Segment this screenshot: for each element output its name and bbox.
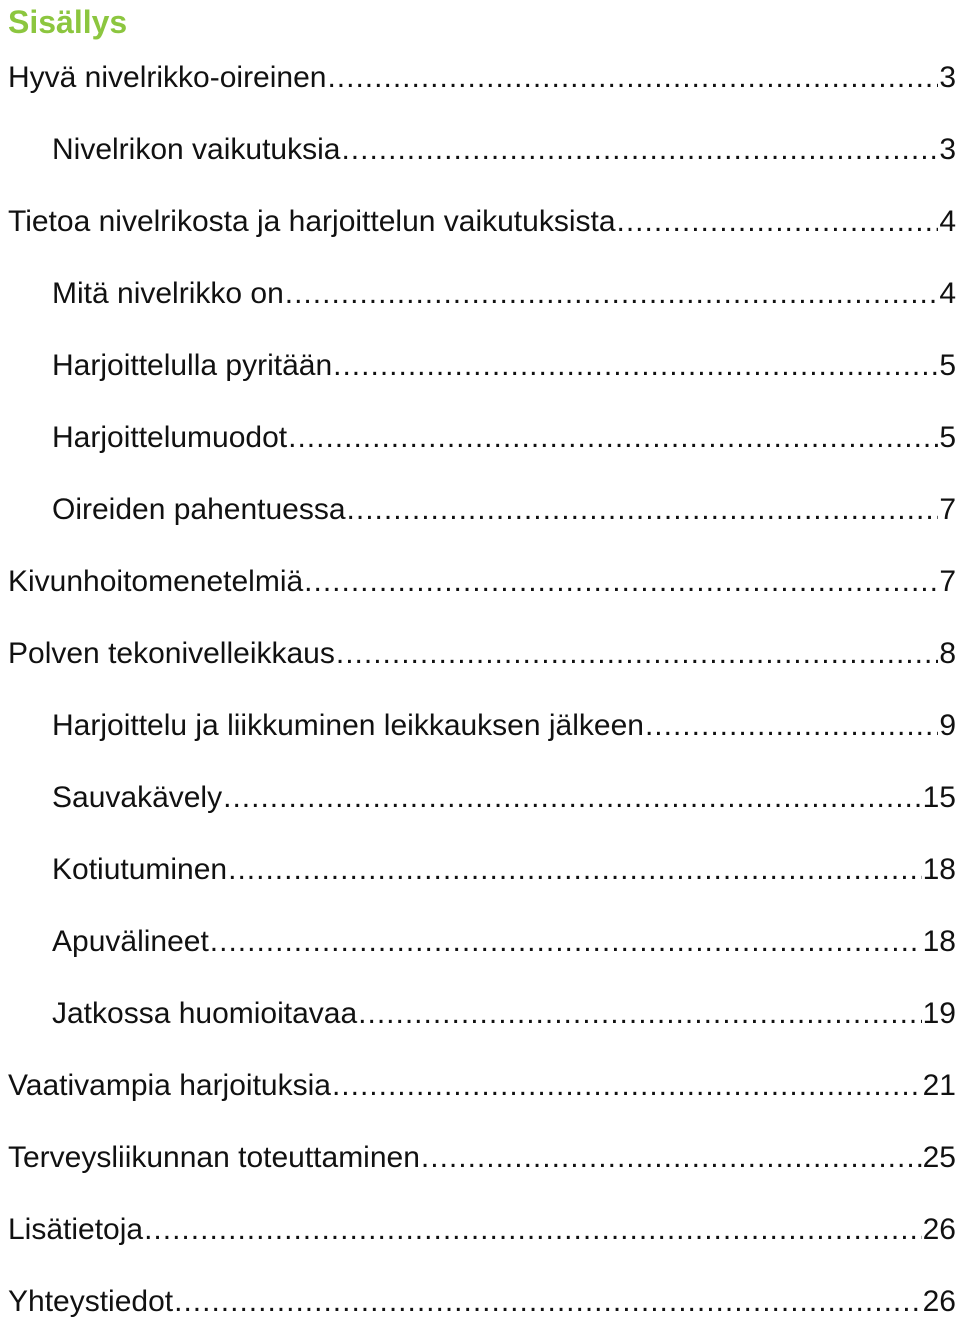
toc-leader-dots [327,54,938,102]
toc-leader-dots [210,918,922,966]
toc-entry[interactable] [8,630,956,678]
toc-entry[interactable] [8,1278,956,1326]
toc-entry[interactable] [52,342,956,390]
toc-entry-title: Lisätietoja [8,1213,144,1246]
toc-entry-title: Harjoittelu ja liikkuminen leikkauksen jälkeen [52,709,644,742]
toc-entry-page-number: 26 [922,1285,956,1318]
toc-entry[interactable] [8,54,956,102]
toc-entry-title: Tietoa nivelrikosta ja harjoittelun vaikutuksista [8,205,616,238]
toc-entry-title: Apuvälineet [52,925,209,958]
toc-entry-title: Mitä nivelrikko on [52,277,284,310]
toc-entry[interactable] [52,846,956,894]
toc-entry[interactable] [52,414,956,462]
toc-entry-page-number: 5 [939,421,956,454]
toc-entry-page-number: 4 [939,205,956,238]
toc-leader-dots [358,990,921,1038]
toc-leader-dots [336,630,938,678]
toc-leader-dots [174,1278,922,1326]
toc-entry-title: Hyvä nivelrikko-oireinen [8,61,327,94]
toc-entry-title: Oireiden pahentuessa [52,493,346,526]
toc-leader-dots [285,270,939,318]
toc-entry-title: Harjoittelulla pyritään [52,349,333,382]
toc-leader-dots [341,126,938,174]
toc-entry[interactable] [52,702,956,750]
toc-entry[interactable] [8,1062,956,1110]
toc-entry-page-number: 18 [922,925,956,958]
toc-leader-dots [144,1206,922,1254]
toc-leader-dots [645,702,938,750]
toc-entry[interactable] [8,558,956,606]
toc-entry[interactable] [8,1206,956,1254]
toc-leader-dots [288,414,938,462]
toc-entry-title: Harjoittelumuodot [52,421,288,454]
toc-leader-dots [617,198,939,246]
toc-leader-dots [332,1062,922,1110]
toc-entry[interactable] [8,1134,956,1182]
toc-entry-page-number: 25 [922,1141,956,1174]
toc-leader-dots [223,774,922,822]
toc-entry-page-number: 19 [922,997,956,1030]
toc-entry[interactable] [52,126,956,174]
toc-entry-page-number: 5 [939,349,956,382]
toc-entry-page-number: 4 [939,277,956,310]
toc-entry-title: Polven tekonivelleikkaus [8,637,335,670]
toc-entry-page-number: 7 [939,493,956,526]
toc-entry-title: Kivunhoitomenetelmiä [8,565,304,598]
toc-entry-title: Vaativampia harjoituksia [8,1069,331,1102]
toc-entry-title: Sauvakävely [52,781,223,814]
toc-entry-title: Nivelrikon vaikutuksia [52,133,341,166]
toc-leader-dots [421,1134,922,1182]
toc-entry[interactable] [52,774,956,822]
toc-leader-dots [304,558,938,606]
toc-entry-page-number: 9 [939,709,956,742]
toc-entry-title: Yhteystiedot [8,1285,174,1318]
toc-entry-page-number: 21 [922,1069,956,1102]
toc-entry-page-number: 8 [939,637,956,670]
toc-entry[interactable] [52,486,956,534]
toc-entry-page-number: 18 [922,853,956,886]
toc-entry-page-number: 15 [922,781,956,814]
toc-entry-title: Kotiutuminen [52,853,228,886]
toc-entry-title: Terveysliikunnan toteuttaminen [8,1141,420,1174]
toc-entry[interactable] [52,270,956,318]
toc-entry-page-number: 3 [939,61,956,94]
toc-entry[interactable] [52,990,956,1038]
toc-entry-page-number: 26 [922,1213,956,1246]
toc-leader-dots [228,846,922,894]
toc-leader-dots [347,486,939,534]
toc-entry[interactable] [52,918,956,966]
toc-entry-title: Jatkossa huomioitavaa [52,997,358,1030]
toc-entry[interactable] [8,198,956,246]
toc-entry-page-number: 7 [939,565,956,598]
toc-heading: Sisällys [8,4,128,40]
toc-leader-dots [333,342,938,390]
toc-entry-page-number: 3 [939,133,956,166]
